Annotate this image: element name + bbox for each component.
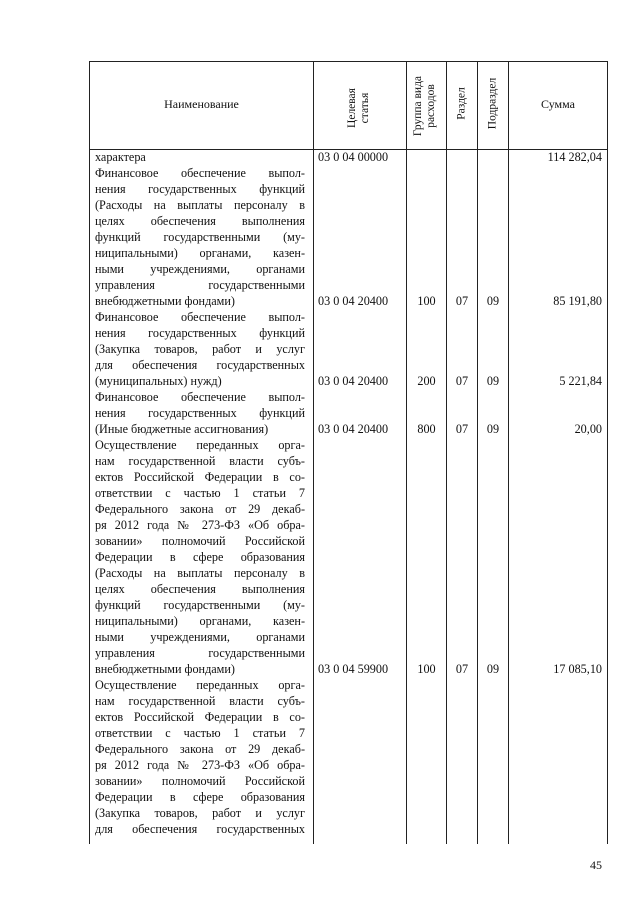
row-5-line-1: нам государственной власти субъ-	[95, 694, 305, 708]
row-1-line-8: внебюджетными фондами)	[95, 294, 235, 308]
row-4-sum: 17 085,10	[553, 662, 602, 676]
row-2-code: 03 0 04 20400	[318, 374, 389, 388]
col-border-subsection	[508, 61, 509, 844]
row-3-line-0: Финансовое обеспечение выпол-	[95, 390, 305, 404]
page-number: 45	[590, 858, 602, 872]
row-5-line-8: (Закупка товаров, работ и услуг	[95, 806, 305, 820]
header-sum: Сумма	[541, 97, 575, 111]
row-1-subsection: 09	[486, 294, 500, 308]
row-2-line-4: (муниципальных) нужд)	[95, 374, 222, 388]
row-2-line-1: нения государственных функций	[95, 326, 305, 340]
row-1-line-7: управления государственными	[95, 278, 305, 292]
col-border-name	[313, 61, 314, 844]
row-2-sum: 5 221,84	[559, 374, 602, 388]
row-4-line-2: ектов Российской Федерации в со-	[95, 470, 305, 484]
row-5-line-9: для обеспечения государственных	[95, 822, 305, 836]
row-4-line-4: Федерального закона от 29 декаб-	[95, 502, 305, 516]
row-4-line-9: целях обеспечения выполнения	[95, 582, 305, 596]
row-1-line-2: (Расходы на выплаты персоналу в	[95, 198, 305, 212]
row-5-line-7: Федерации в сфере образования	[95, 790, 305, 804]
col-border-right	[607, 61, 608, 844]
row-4-code: 03 0 04 59900	[318, 662, 389, 676]
row-1-group: 100	[417, 294, 436, 308]
col-border-left	[89, 61, 90, 844]
row-4-group: 100	[417, 662, 436, 676]
row-4-line-14: внебюджетными фондами)	[95, 662, 235, 676]
row-5-line-3: ответствии с частью 1 статьи 7	[95, 726, 305, 740]
row-5-line-2: ектов Российской Федерации в со-	[95, 710, 305, 724]
row-1-line-6: ными учреждениями, органами	[95, 262, 305, 276]
table-top-border	[89, 61, 608, 62]
row-5-line-4: Федерального закона от 29 декаб-	[95, 742, 305, 756]
row-4-line-11: ниципальными) органами, казен-	[95, 614, 305, 628]
header-name: Наименование	[164, 97, 239, 111]
row-0-sum: 114 282,04	[547, 150, 602, 164]
row-3-line-2: (Иные бюджетные ассигнования)	[95, 422, 269, 436]
row-0-code: 03 0 04 00000	[318, 150, 389, 164]
col-border-section	[477, 61, 478, 844]
row-4-line-10: функций государственными (му-	[95, 598, 305, 612]
row-1-line-4: функций государственными (му-	[95, 230, 305, 244]
row-0-line-0: характера	[95, 150, 146, 164]
row-4-line-12: ными учреждениями, органами	[95, 630, 305, 644]
row-4-line-13: управления государственными	[95, 646, 305, 660]
row-2-subsection: 09	[486, 374, 500, 388]
row-1-line-0: Финансовое обеспечение выпол-	[95, 166, 305, 180]
col-border-group	[446, 61, 447, 844]
row-4-subsection: 09	[486, 662, 500, 676]
row-1-line-1: нения государственных функций	[95, 182, 305, 196]
row-4-section: 07	[455, 662, 469, 676]
row-1-section: 07	[455, 294, 469, 308]
row-5-line-6: зовании» полномочий Российской	[95, 774, 305, 788]
row-3-sum: 20,00	[574, 422, 602, 436]
row-4-line-7: Федерации в сфере образования	[95, 550, 305, 564]
row-2-group: 200	[417, 374, 436, 388]
row-3-group: 800	[417, 422, 436, 436]
row-4-line-0: Осуществление переданных орга-	[95, 438, 305, 452]
row-4-line-1: нам государственной власти субъ-	[95, 454, 305, 468]
row-3-code: 03 0 04 20400	[318, 422, 389, 436]
row-3-line-1: нения государственных функций	[95, 406, 305, 420]
row-4-line-3: ответствии с частью 1 статьи 7	[95, 486, 305, 500]
header-section: Раздел	[455, 87, 468, 120]
row-1-line-3: целях обеспечения выполнения	[95, 214, 305, 228]
row-2-line-3: для обеспечения государственных	[95, 358, 305, 372]
header-subsection: Подраздел	[486, 77, 499, 130]
row-2-line-0: Финансовое обеспечение выпол-	[95, 310, 305, 324]
row-4-line-6: зовании» полномочий Российской	[95, 534, 305, 548]
header-target: Целевая статья	[346, 88, 371, 128]
col-border-code	[406, 61, 407, 844]
header-group: Группа вида расходов	[412, 75, 437, 137]
row-2-line-2: (Закупка товаров, работ и услуг	[95, 342, 305, 356]
row-5-line-5: ря 2012 года № 273-ФЗ «Об обра-	[95, 758, 305, 772]
row-1-sum: 85 191,80	[553, 294, 602, 308]
row-4-line-8: (Расходы на выплаты персоналу в	[95, 566, 305, 580]
row-2-section: 07	[455, 374, 469, 388]
row-5-line-0: Осуществление переданных орга-	[95, 678, 305, 692]
row-4-line-5: ря 2012 года № 273-ФЗ «Об обра-	[95, 518, 305, 532]
row-1-code: 03 0 04 20400	[318, 294, 389, 308]
row-3-section: 07	[455, 422, 469, 436]
row-1-line-5: ниципальными) органами, казен-	[95, 246, 305, 260]
row-3-subsection: 09	[486, 422, 500, 436]
